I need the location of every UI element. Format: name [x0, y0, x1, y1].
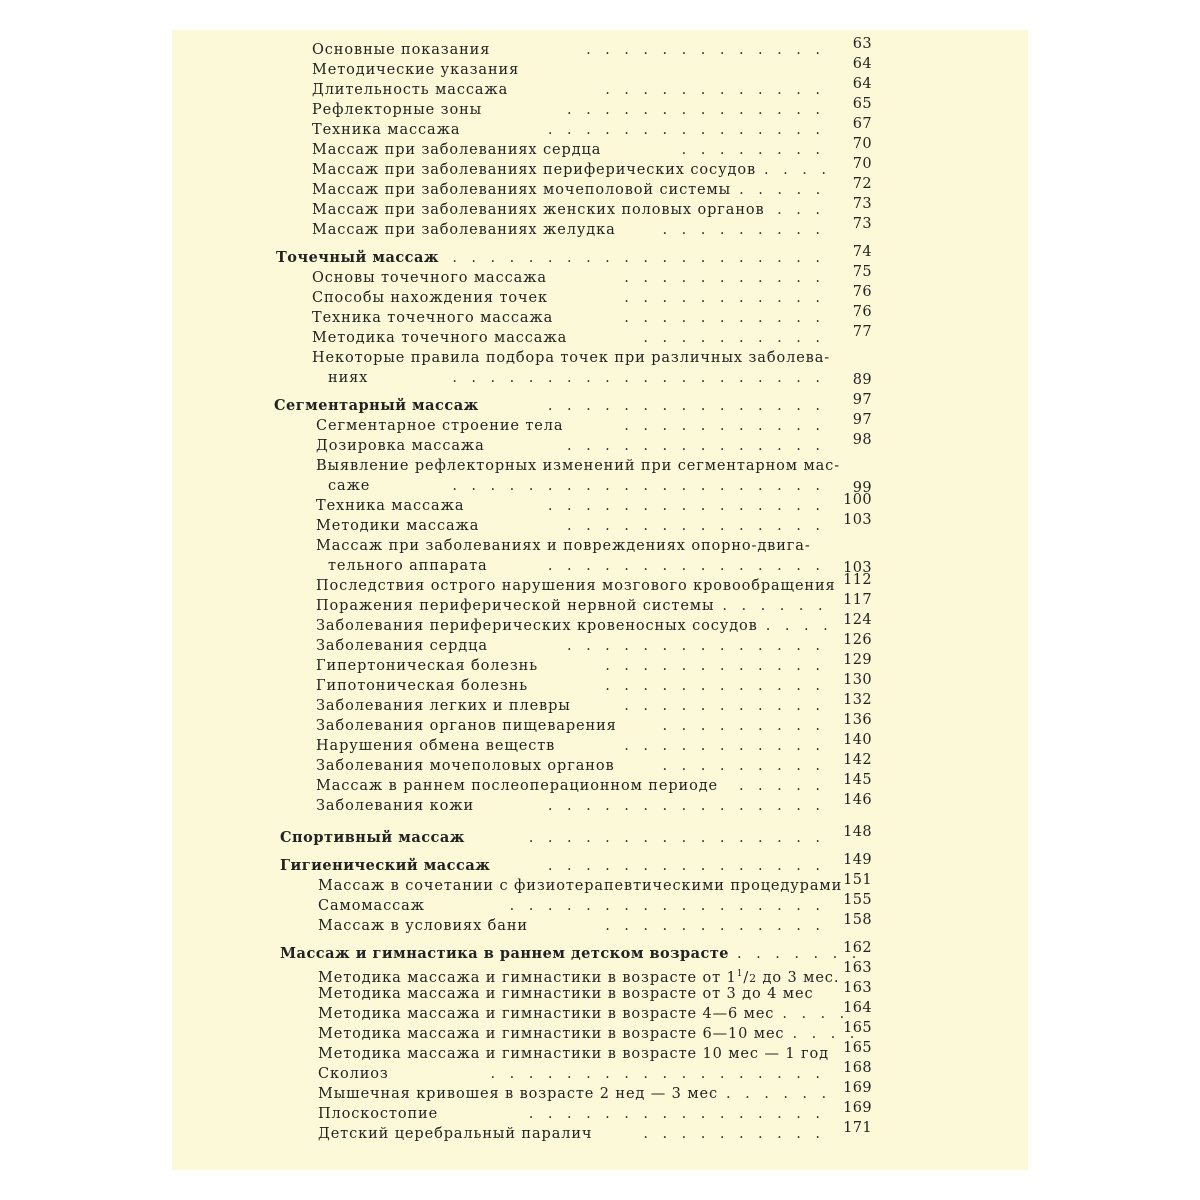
- dot-leader: . . . . . .: [722, 598, 823, 614]
- toc-page-number: 72: [852, 176, 872, 192]
- toc-entry: [172, 476, 1028, 496]
- toc-entry-title: Методика массажа и гимнастики в возрасте 4—6 мес: [318, 1006, 775, 1022]
- toc-entry-title: Техника массажа: [312, 122, 461, 138]
- toc-page-number: 103: [843, 512, 872, 528]
- dot-leader: . . . . . . . . . . .: [624, 698, 820, 714]
- toc-entry: [172, 1060, 1028, 1084]
- toc-page-number: 168: [843, 1060, 872, 1076]
- toc-entry: [172, 572, 1028, 596]
- dot-leader: . . . . . . . . . . . . . .: [566, 102, 820, 118]
- dot-leader: . . . . . . . . . . . . . . .: [547, 498, 820, 514]
- toc-page-number: 124: [843, 612, 872, 628]
- dot-leader: . . . . . . . . . . .: [624, 310, 820, 326]
- toc-entry: [172, 1000, 1028, 1024]
- toc-entry: [172, 692, 1028, 716]
- toc-entry: [172, 76, 1028, 100]
- toc-entry-title: Некоторые правила подбора точек при различных заболева-: [312, 350, 831, 366]
- dot-leader: . . . .: [764, 162, 826, 178]
- toc-entry-title: Сегментарный массаж: [274, 397, 479, 414]
- toc-entry-title: Самомассаж: [318, 898, 425, 914]
- dot-leader: . . .: [777, 202, 820, 218]
- dot-leader: . . . . .: [739, 182, 821, 198]
- toc-entry: [172, 264, 1028, 288]
- toc-entry-title: Гипотоническая болезнь: [316, 678, 529, 694]
- toc-page-number: 163: [843, 960, 872, 976]
- toc-page-number: 89: [852, 372, 872, 388]
- toc-page-number: 76: [852, 304, 872, 320]
- toc-page-number: 76: [852, 284, 872, 300]
- dot-leader: . . . . . . . . . . . . .: [586, 42, 820, 58]
- toc-entry: [172, 1080, 1028, 1104]
- toc-entry: [172, 324, 1028, 348]
- toc-page-number: 148: [843, 824, 872, 840]
- dot-leader: . . . . . . . . .: [662, 758, 820, 774]
- toc-entry: [172, 632, 1028, 656]
- toc-page-number: 163: [843, 980, 872, 996]
- dot-leader: . . . . . . . . . .: [643, 1126, 820, 1142]
- toc-page-number: 149: [843, 852, 872, 868]
- toc-page-number: 73: [852, 216, 872, 232]
- toc-entry-title: Массаж при заболеваниях сердца: [312, 142, 602, 158]
- toc-page-number: 70: [852, 156, 872, 172]
- toc-entry: [172, 960, 1028, 986]
- toc-page-number: 132: [843, 692, 872, 708]
- toc-entry-title: Гигиенический массаж: [280, 857, 491, 874]
- toc-entry-title: Сегментарное строение тела: [316, 418, 564, 434]
- toc-entry-title: Длительность массажа: [312, 82, 509, 98]
- toc-page-number: 64: [852, 56, 872, 72]
- toc-entry-title-tail: до 3 мес.: [757, 969, 840, 986]
- toc-entry-title: Техника точечного массажа: [312, 310, 554, 326]
- toc-entry: [172, 556, 1028, 576]
- toc-entry-title: ниях: [328, 370, 369, 386]
- toc-entry-title: Заболевания кожи: [316, 798, 475, 814]
- toc-page-number: 171: [843, 1120, 872, 1136]
- toc-entry-title: Заболевания периферических кровеносных сосудов: [316, 618, 758, 634]
- toc-page-number: 100: [843, 492, 872, 508]
- toc-page-number: 74: [852, 244, 872, 260]
- toc-page-number: 158: [843, 912, 872, 928]
- toc-entry: [172, 1100, 1028, 1124]
- toc-entry-title: Техника массажа: [316, 498, 465, 514]
- toc-page-number: 103: [843, 560, 872, 576]
- dot-leader: . . . . . . . . . . . . . . .: [547, 798, 820, 814]
- dot-leader: . . . . . . . . .: [662, 718, 820, 734]
- dot-leader: . . . . . . . . . . . . . . . . . . . .: [452, 250, 820, 266]
- toc-entry-title: Детский церебральный паралич: [318, 1126, 593, 1142]
- dot-leader: . . . . . . . . . . . . . . . .: [528, 1106, 820, 1122]
- toc-page-number: 73: [852, 196, 872, 212]
- dot-leader: . . . . . . . . . . . . . .: [566, 638, 820, 654]
- toc-page-number: 169: [843, 1080, 872, 1096]
- dot-leader: . . . . . . . . . . . . . .: [566, 438, 820, 454]
- toc-entry: [172, 348, 1028, 368]
- dot-leader: . . . . . . . .: [681, 142, 820, 158]
- toc-section-entry: [172, 940, 1028, 964]
- dot-leader: . . . . . . . . . . . .: [605, 678, 820, 694]
- toc-entry-title: Массаж в раннем послеоперационном периоде: [316, 778, 719, 794]
- toc-entry: [172, 792, 1028, 816]
- toc-entry-title: Сколиоз: [318, 1066, 389, 1082]
- toc-page-number: 112: [843, 572, 872, 588]
- toc-page-number: 146: [843, 792, 872, 808]
- dot-leader: . . . . . . . . . . . . . . .: [547, 858, 820, 874]
- toc-entry: [172, 732, 1028, 756]
- toc-entry-title: Массаж в условиях бани: [318, 918, 528, 934]
- toc-page-number: 99: [852, 480, 872, 496]
- toc-entry: [172, 196, 1028, 220]
- toc-entry: [172, 456, 1028, 476]
- toc-entry-title: Основные показания: [312, 42, 491, 58]
- toc-entry: [172, 592, 1028, 616]
- toc-entry: [172, 116, 1028, 140]
- toc-entry: [172, 712, 1028, 736]
- dot-leader: . . . . . . . . . . . . . . .: [547, 398, 820, 414]
- toc-page-number: 98: [852, 432, 872, 448]
- dot-leader: . . . . . . . . . . .: [624, 418, 820, 434]
- dot-leader: . . . . . . . . . .: [643, 330, 820, 346]
- toc-entry-title: Массаж при заболеваниях и повреждениях опорно-двига-: [316, 538, 811, 554]
- toc-page-number: 64: [852, 76, 872, 92]
- toc-entry-title: Методики массажа: [316, 518, 480, 534]
- toc-entry-title: Спортивный массаж: [280, 829, 465, 846]
- dot-leader: . . . .: [765, 618, 828, 634]
- toc-entry-title: тельного аппарата: [328, 558, 488, 574]
- toc-entry-title: Точечный массаж: [276, 249, 440, 266]
- toc-page-number: 151: [843, 872, 872, 888]
- toc-page-number: 136: [843, 712, 872, 728]
- dot-leader: . . . .: [782, 1006, 845, 1022]
- dot-leader: . . . . . . . . . . . . . . . . . . . .: [452, 478, 820, 494]
- book-page: [172, 30, 1028, 1170]
- toc-entry-title: Массаж при заболеваниях мочеполовой системы: [312, 182, 732, 198]
- toc-entry: [172, 432, 1028, 456]
- toc-entry: [172, 652, 1028, 676]
- toc-page-number: 75: [852, 264, 872, 280]
- toc-entry-title: Поражения периферической нервной системы: [316, 598, 715, 614]
- toc-entry: [172, 512, 1028, 536]
- toc-page-number: 97: [852, 412, 872, 428]
- toc-entry-title: саже: [328, 478, 371, 494]
- toc-entry: [172, 176, 1028, 200]
- toc-entry: [172, 1020, 1028, 1044]
- dot-leader: . . . . . . . . . . . . . . .: [547, 558, 820, 574]
- toc-entry-title: Массаж при заболеваниях периферических сосудов: [312, 162, 757, 178]
- toc-entry: [172, 672, 1028, 696]
- toc-page-number: 126: [843, 632, 872, 648]
- toc-entry: [172, 304, 1028, 328]
- toc-page-number: 117: [843, 592, 872, 608]
- toc-entry: [172, 752, 1028, 776]
- dot-leader: . . . . . . . . . . . . . .: [566, 518, 820, 534]
- toc-page-number: 164: [843, 1000, 872, 1016]
- toc-section-entry: [172, 392, 1028, 416]
- fraction-denominator: 2: [749, 971, 758, 985]
- toc-entry: [172, 56, 1028, 80]
- toc-entry-title: Нарушения обмена веществ: [316, 738, 556, 754]
- toc-entry-title: Массаж и гимнастика в раннем детском возрасте: [280, 945, 730, 962]
- toc-entry: [172, 492, 1028, 516]
- toc-entry: [172, 368, 1028, 388]
- toc-entry-title: Методические указания: [312, 62, 520, 78]
- fraction-numerator: 1: [736, 969, 744, 979]
- toc-entry-title: Методика массажа и гимнастики в возрасте от 3 до 4 мес: [318, 986, 814, 1002]
- toc-entry-title: Мышечная кривошея в возрасте 2 нед — 3 мес: [318, 1086, 718, 1102]
- toc-entry: [172, 412, 1028, 436]
- toc-entry: [172, 1040, 1028, 1064]
- toc-entry-title: Массаж при заболеваниях женских половых органов: [312, 202, 765, 218]
- toc-entry: [172, 912, 1028, 936]
- toc-entry-title: Дозировка массажа: [316, 438, 485, 454]
- toc-page-number: 130: [843, 672, 872, 688]
- toc-entry: [172, 772, 1028, 796]
- toc-entry-title: Методика массажа и гимнастики в возрасте 10 мес — 1 год: [318, 1046, 829, 1062]
- toc-page-number: 169: [843, 1100, 872, 1116]
- toc-entry-title: Рефлекторные зоны: [312, 102, 483, 118]
- dot-leader: . . . .: [792, 1026, 855, 1042]
- dot-leader: . . . . . . . . . . . .: [605, 82, 820, 98]
- toc-entry-title: Массаж при заболеваниях желудка: [312, 222, 616, 238]
- toc-page-number: 97: [852, 392, 872, 408]
- toc-entry: [172, 536, 1028, 556]
- toc-entry: [172, 284, 1028, 308]
- toc-entry-title: Заболевания мочеполовых органов: [316, 758, 615, 774]
- toc-entry-title: Способы нахождения точек: [312, 290, 548, 306]
- dot-leader: . . . . . . . . . . . . . . . .: [528, 830, 820, 846]
- toc-section-entry: [172, 824, 1028, 848]
- toc-entry-title: Массаж в сочетании с физиотерапевтическими процедурами: [318, 878, 843, 894]
- toc-page-number: 67: [852, 116, 872, 132]
- dot-leader: . . . . . . . . . . . . . . . . . .: [490, 1066, 820, 1082]
- toc-entry: [172, 96, 1028, 120]
- dot-leader: . . . . . . .: [737, 946, 857, 962]
- toc-entry-title: Заболевания сердца: [316, 638, 488, 654]
- table-of-contents: [172, 30, 1028, 1170]
- toc-page-number: 129: [843, 652, 872, 668]
- toc-entry-title: Методика точечного массажа: [312, 330, 568, 346]
- toc-page-number: 142: [843, 752, 872, 768]
- fraction-slash: /: [743, 969, 750, 986]
- toc-page-number: 65: [852, 96, 872, 112]
- toc-entry: [172, 980, 1028, 1004]
- toc-entry-title: Методика массажа и гимнастики в возрасте от $1^1/2$ до 3 мес.: [318, 969, 840, 986]
- toc-section-entry: [172, 852, 1028, 876]
- toc-page-number: 63: [852, 36, 872, 52]
- toc-page-number: 140: [843, 732, 872, 748]
- toc-page-number: 162: [843, 940, 872, 956]
- dot-leader: . . . . . . . . . . . .: [605, 658, 820, 674]
- toc-entry-title: Плоскостопие: [318, 1106, 439, 1122]
- dot-leader: . . . . . . . . . . . .: [605, 918, 820, 934]
- dot-leader: . . . . . .: [726, 1086, 827, 1102]
- toc-entry: [172, 216, 1028, 240]
- dot-leader: . . . . . . . . .: [662, 222, 820, 238]
- toc-entry-title: Гипертоническая болезнь: [316, 658, 539, 674]
- dot-leader: . . . . . . . . . . .: [624, 290, 820, 306]
- dot-leader: . . . . . . . . . . .: [624, 738, 820, 754]
- toc-entry: [172, 156, 1028, 180]
- toc-entry-title: Методика массажа и гимнастики в возрасте 6—10 мес: [318, 1026, 785, 1042]
- toc-page-number: 145: [843, 772, 872, 788]
- toc-entry-title: Выявление рефлекторных изменений при сегментарном мас-: [316, 458, 841, 474]
- toc-entry: [172, 136, 1028, 160]
- toc-entry-title: Заболевания органов пищеварения: [316, 718, 617, 734]
- toc-entry: [172, 1120, 1028, 1144]
- toc-entry: [172, 36, 1028, 60]
- dot-leader: . . . . . . . . . . .: [624, 270, 820, 286]
- toc-page-number: 165: [843, 1040, 872, 1056]
- toc-page-number: 70: [852, 136, 872, 152]
- dot-leader: . . . . .: [738, 778, 820, 794]
- toc-page-number: 155: [843, 892, 872, 908]
- toc-section-entry: [172, 244, 1028, 268]
- dot-leader: . . . . . . . . . . . . . . . . .: [509, 898, 820, 914]
- toc-entry: [172, 892, 1028, 916]
- toc-entry: [172, 872, 1028, 896]
- toc-page-number: 165: [843, 1020, 872, 1036]
- toc-entry-title: Основы точечного массажа: [312, 270, 547, 286]
- dot-leader: . . . . . . . . . . . . . . .: [547, 122, 820, 138]
- toc-entry: [172, 612, 1028, 636]
- toc-page-number: 77: [852, 324, 872, 340]
- toc-entry-title: Заболевания легких и плевры: [316, 698, 571, 714]
- toc-entry-title: Последствия острого нарушения мозгового кровообращения: [316, 578, 836, 594]
- dot-leader: . . . . . . . . . . . . . . . . . . . .: [452, 370, 820, 386]
